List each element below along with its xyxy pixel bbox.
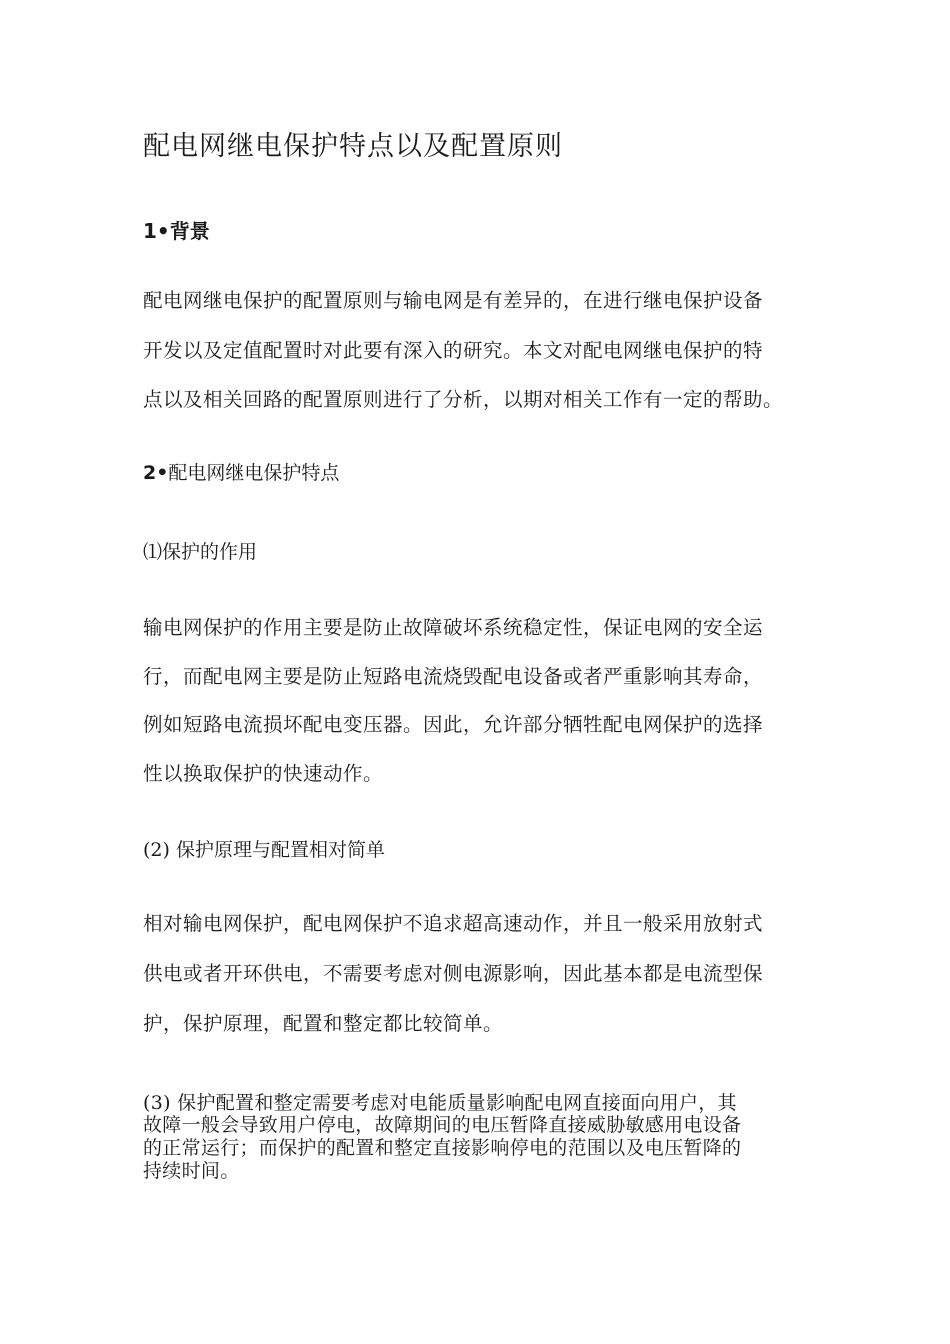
section-heading-background: 1•背景 (143, 219, 210, 243)
paragraph-line: 配电网继电保护的配置原则与输电网是有差异的，在进行继电保护设备 (143, 289, 764, 312)
paragraph-line: 供电或者开环供电，不需要考虑对侧电源影响，因此基本都是电流型保 (143, 962, 764, 985)
paragraph-line: (3) 保护配置和整定需要考虑对电能质量影响配电网直接面向用户，其 (143, 1092, 737, 1114)
paragraph-line: 相对输电网保护，配电网保护不追求超高速动作，并且一般采用放射式 (143, 912, 764, 935)
paragraph-line: 输电网保护的作用主要是防止故障破坏系统稳定性，保证电网的安全运 (143, 616, 764, 639)
paragraph-line: 点以及相关回路的配置原则进行了分析，以期对相关工作有一定的帮助。 (143, 388, 784, 411)
paragraph-line: 故障一般会导致用户停电，故障期间的电压暂降直接威胁敏感用电设备 (143, 1114, 742, 1136)
document-title: 配电网继电保护特点以及配置原则 (143, 131, 563, 162)
subheading-role-of-protection: ⑴保护的作用 (143, 541, 258, 563)
section-heading-text: 配电网继电保护特点 (168, 462, 340, 484)
paragraph-line: 持续时间。 (143, 1160, 240, 1182)
paragraph-line: 的正常运行；而保护的配置和整定直接影响停电的范围以及电压暂降的 (143, 1137, 742, 1159)
paragraph-line: 行，而配电网主要是防止短路电流烧毁配电设备或者严重影响其寿命， (143, 665, 764, 688)
section-number: 2• (143, 462, 169, 484)
paragraph-line: 护，保护原理，配置和整定都比较简单。 (143, 1012, 504, 1035)
paragraph-line: 开发以及定值配置时对此要有深入的研究。本文对配电网继电保护的特 (143, 339, 764, 362)
subheading-principle-and-configuration: (2) 保护原理与配置相对简单 (143, 839, 385, 861)
paragraph-line: 性以换取保护的快速动作。 (143, 762, 384, 785)
section-heading-features (143, 458, 339, 485)
paragraph-line: 例如短路电流损坏配电变压器。因此，允许部分牺牲配电网保护的选择 (143, 713, 764, 736)
